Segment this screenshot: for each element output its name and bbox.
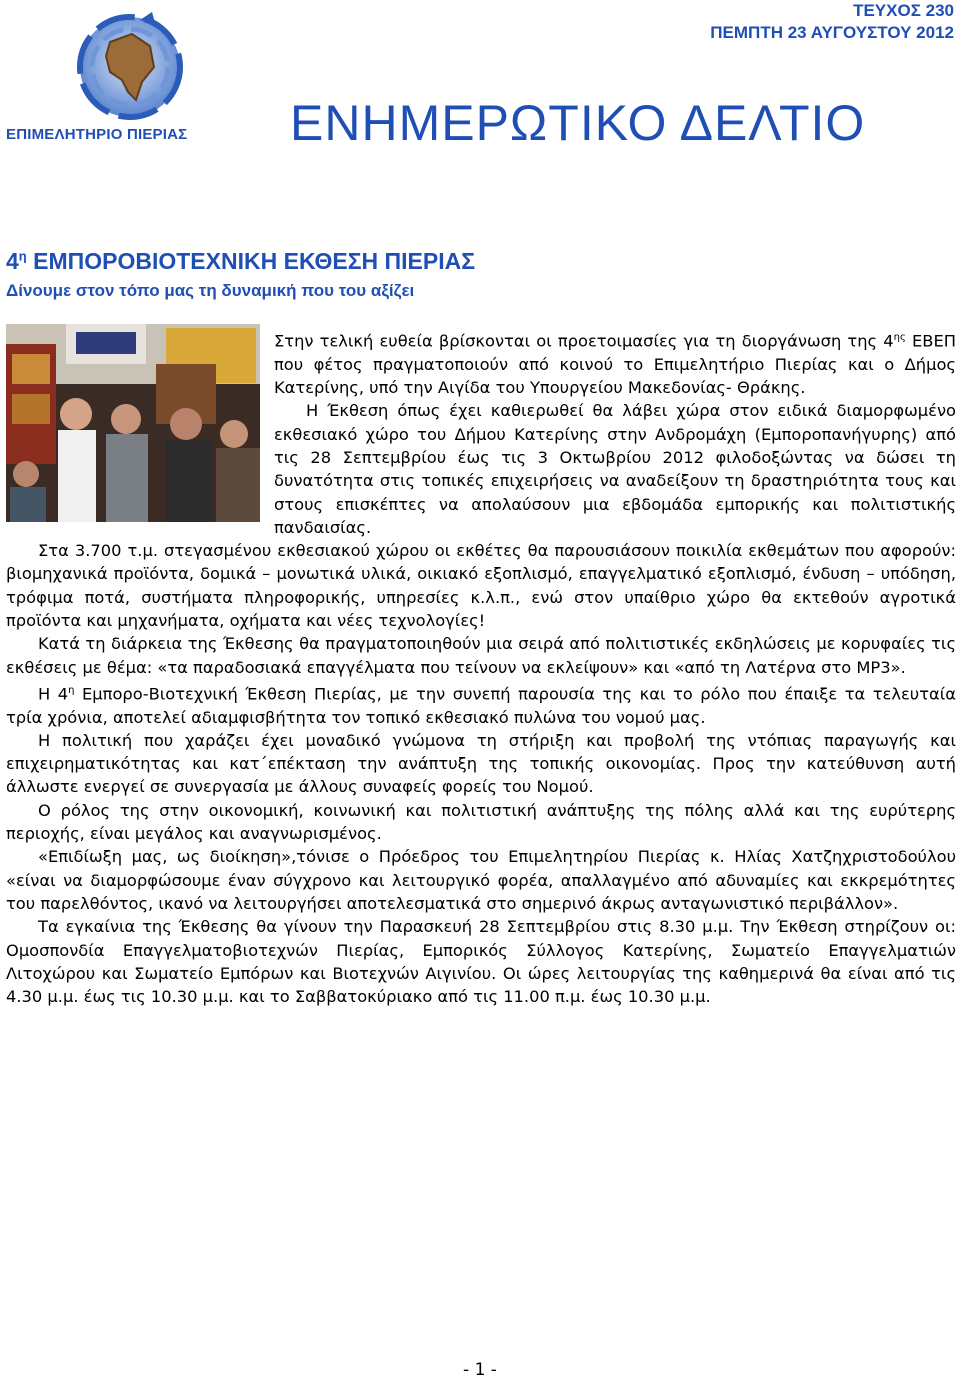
paragraph: Στην τελική ευθεία βρίσκονται οι προετοιμασίες για τη διοργάνωση της $4^{\eta\varsigma}$ ΕΒΕΠ που φέτος πραγματοποιούν από κοινού το Επιμελητήριο Πιερίας και ο Δήμος Κατερίνης, υπό την Αιγίδα του Υπουργείου Μακεδονίας- Θράκης. xyxy=(274,331,956,398)
paragraph: Η Έκθεση όπως έχει καθιερωθεί θα λάβει χώρα στον ειδικά διαμορφωμένο εκθεσιακό χώρο του Δήμου Κατερίνης στην Ανδρομάχη (Εμποροπανήγυρης) από τις 28 Σεπτεμβρίου έως τις 3 Οκτωβρίου 2012 φιλοδοξώντας να δώσει τη δυνατότητα στις τοπικές επιχειρήσεις να αναδείξουν τη δραστηριότητα τους και στους επισκέπτες να απολαύσουν μια εβδομάδα εμπορικής και πολιτιστικής πανδαισίας. xyxy=(274,401,956,537)
bulletin-title: ΕΝΗΜΕΡΩΤΙΚΟ ΔΕΛΤΙΟ xyxy=(290,95,866,151)
paragraph: Τα εγκαίνια της Έκθεσης θα γίνουν την Παρασκευή 28 Σεπτεμβρίου στις 8.30 μ.μ. Την Έκθεση στηρίζουν οι: Ομοσπονδία Επαγγελματοβιοτεχνών Πιερίας, Εμπορικός Σύλλογος Κατερίνης, Σωματείο Επαγγελματιών Λιτοχώρου και Σωματείο Εμπόρων και Βιοτεχνών Αιγινίου. Οι ώρες λειτουργίας της καθημερινά θα είναι από τις 4.30 μ.μ. έως τις 10.30 μ.μ. και το Σαββατοκύριακο από τις 11.00 π.μ. έως 10.30 μ.μ. xyxy=(6,917,956,1007)
paragraph: «Επιδίωξη μας, ως διοίκηση»,τόνισε ο Πρόεδρος του Επιμελητηρίου Πιερίας κ. Ηλίας Χατζηχριστοδούλου «είναι να διαμορφώσουμε έναν σύγχρονο και λειτουργικό φορέα, απαλλαγμένο από αδυναμίες και εκκρεμότητες του παρελθόντος, ικανό να λειτουργήσει αποτελεσματικά στο σημερινό άκρως ανταγωνιστικό περιβάλλον». xyxy=(6,847,956,913)
paragraph: Η πολιτική που χαράζει έχει μοναδικό γνώμονα τη στήριξη και προβολή της ντόπιας παραγωγής και επιχειρηματικότητας και κατ΄επέκταση την ανάπτυξη της τοπικής οικονομίας. Προς την κατεύθυνση αυτή άλλωστε ενεργεί σε συνεργασία με άλλους συναφείς φορείς του Νομού. xyxy=(6,730,956,797)
issue-info xyxy=(710,0,954,44)
issue-date: ΠΕΜΠΤΗ 23 ΑΥΓΟΥΣΤΟΥ 2012 xyxy=(710,23,954,42)
page-number: - 1 - xyxy=(463,1360,497,1380)
article-subheading: Δίνουμε στον τόπο μας τη δυναμική που του αξίζει xyxy=(6,281,415,300)
paragraph: Κατά τη διάρκεια της Έκθεσης θα πραγματοποιηθούν μια σειρά από πολιτιστικές εκδηλώσεις με κορυφαίες τις εκθέσεις με θέμα: «τα παραδοσιακά επαγγέλματα που τείνουν να εκλείψουν» και «από τη Λατέρνα στο MP3». xyxy=(6,634,956,677)
paragraph: Ο ρόλος της στην οικονομική, κοινωνική και πολιτιστική ανάπτυξης της πόλης αλλά και της ευρύτερης περιοχής, είναι μεγάλος και αναγνωρισμένος. xyxy=(6,800,956,844)
headline-number: 4 xyxy=(6,248,19,274)
chamber-logo-icon xyxy=(70,12,190,122)
headline-superscript: η xyxy=(18,248,27,264)
article-headline xyxy=(6,248,475,275)
paragraph: Η $4^\eta$ Εμπορο-Βιοτεχνική Έκθεση Πιερίας, με την συνεπή παρουσία της και το ρόλο που έπαιξε τα τελευταία τρία χρόνια, αποτελεί αδιαμφισβήτητα τον τοπικό εκθεσιακό πυλώνα του νομού μας. xyxy=(6,684,956,727)
article-body xyxy=(6,326,956,1008)
organization-name: ΕΠΙΜΕΛΗΤΗΡΙΟ ΠΙΕΡΙΑΣ xyxy=(6,126,188,143)
paragraph: Στα 3.700 τ.μ. στεγασμένου εκθεσιακού χώρου οι εκθέτες θα παρουσιάσουν ποικιλία εκθεμάτων που αφορούν: βιομηχανικά προϊόντα, δομικά – μονωτικά υλικά, οικιακό εξοπλισμό, επαγγελματικό εξοπλισμό, ένδυση – υπόδηση, τρόφιμα ποτά, συστήματα πληροφορικής, υπηρεσίες κ.λ.π., ενώ στον υπαίθριο χώρο θα εκτεθούν αγροτικά προϊόντα και μηχανήματα, οχήματα και νέες τεχνολογίες! xyxy=(6,541,956,630)
issue-number: ΤΕΥΧΟΣ 230 xyxy=(853,1,954,20)
headline-text: ΕΜΠΟΡΟΒΙΟΤΕΧΝΙΚΗ ΕΚΘΕΣΗ ΠΙΕΡΙΑΣ xyxy=(26,248,476,274)
